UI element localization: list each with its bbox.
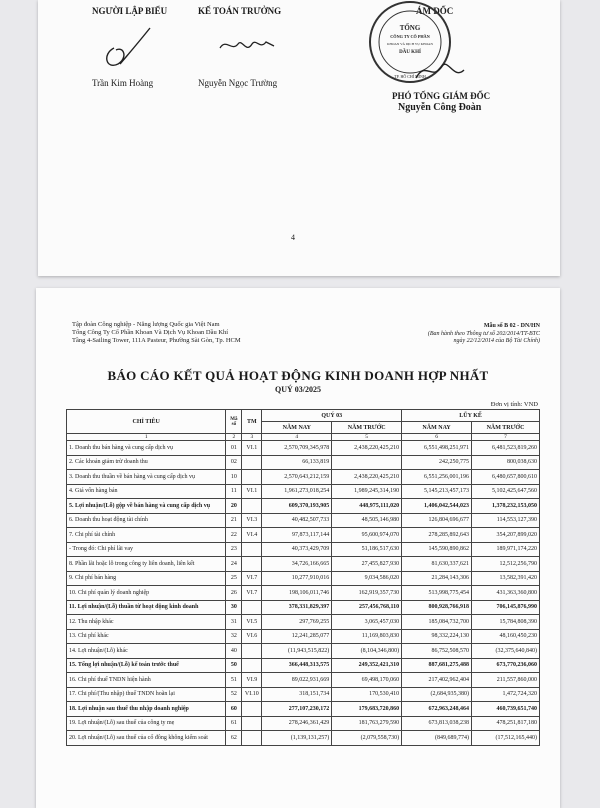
row-quarter-last-year: 448,975,111,020 — [332, 499, 402, 514]
row-indicator: 13. Chi phí khác — [67, 629, 226, 644]
row-ytd-last-year: 1,472,724,320 — [472, 687, 540, 702]
row-quarter-this-year: 97,873,117,144 — [262, 528, 332, 543]
row-note — [242, 644, 262, 659]
row-quarter-this-year: 366,448,313,575 — [262, 658, 332, 673]
row-note: VI.5 — [242, 615, 262, 630]
row-ytd-last-year: (17,512,165,440) — [472, 731, 540, 746]
row-note: VI.1 — [242, 441, 262, 456]
svg-text:TP. HỒ CHÍ MINH: TP. HỒ CHÍ MINH — [394, 74, 426, 79]
director-label: ÁM ĐỐC — [416, 6, 454, 16]
row-ytd-this-year: 887,681,275,488 — [402, 658, 472, 673]
table-row — [67, 499, 540, 514]
row-ytd-last-year: 800,038,630 — [472, 455, 540, 470]
row-quarter-last-year: 181,763,279,590 — [332, 716, 402, 731]
row-indicator: 20. Lợi nhuận/(Lỗ) sau thuế của cổ đông không kiểm soát — [67, 731, 226, 746]
table-row — [67, 571, 540, 586]
row-note — [242, 557, 262, 572]
row-ytd-last-year: 673,770,236,060 — [472, 658, 540, 673]
row-code: 01 — [226, 441, 242, 456]
row-quarter-last-year: 27,455,827,930 — [332, 557, 402, 572]
row-ytd-this-year: 86,752,508,570 — [402, 644, 472, 659]
table-row — [67, 702, 540, 717]
row-quarter-last-year: 162,919,357,730 — [332, 586, 402, 601]
row-note: VI.1 — [242, 484, 262, 499]
svg-text:CÔNG TY CỔ PHẦN: CÔNG TY CỔ PHẦN — [390, 34, 430, 39]
row-indicator: 6. Doanh thu hoạt động tài chính — [67, 513, 226, 528]
table-row — [67, 629, 540, 644]
row-quarter-this-year: (11,943,515,822) — [262, 644, 332, 659]
table-row — [67, 731, 540, 746]
row-quarter-this-year: 40,373,429,709 — [262, 542, 332, 557]
row-quarter-this-year: 89,022,931,669 — [262, 673, 332, 688]
row-quarter-this-year: 40,482,507,733 — [262, 513, 332, 528]
row-indicator: 8. Phần lãi hoặc lỗ trong công ty liên doanh, liên kết — [67, 557, 226, 572]
row-quarter-last-year: 1,989,245,314,190 — [332, 484, 402, 499]
row-quarter-last-year: (8,104,346,800) — [332, 644, 402, 659]
row-note — [242, 658, 262, 673]
table-row — [67, 557, 540, 572]
row-indicator: - Trong đó: Chi phí lãi vay — [67, 542, 226, 557]
row-indicator: 9. Chi phí bán hàng — [67, 571, 226, 586]
row-ytd-this-year: 21,284,143,306 — [402, 571, 472, 586]
row-ytd-last-year: 15,784,808,390 — [472, 615, 540, 630]
row-ytd-last-year: 6,481,523,819,260 — [472, 441, 540, 456]
form-reference: Mẫu số B 02 - DN/HN (Ban hành theo Thông tư số 202/2014/TT-BTC ngày 22/12/2014 của Bộ Tài Chính) — [427, 323, 540, 344]
row-quarter-this-year: 2,570,643,212,159 — [262, 470, 332, 485]
row-code: 21 — [226, 513, 242, 528]
row-indicator: 16. Chi phí thuế TNDN hiện hành — [67, 673, 226, 688]
row-code: 51 — [226, 673, 242, 688]
row-quarter-last-year: 2,438,220,425,210 — [332, 441, 402, 456]
row-indicator: 11. Lợi nhuận/(Lỗ) thuần từ hoạt động kinh doanh — [67, 600, 226, 615]
row-note — [242, 542, 262, 557]
page-number: 4 — [291, 233, 295, 242]
row-code: 24 — [226, 557, 242, 572]
row-quarter-this-year: 277,107,230,172 — [262, 702, 332, 717]
accountant-label: KẾ TOÁN TRƯỞNG — [198, 6, 282, 16]
company-header: Tập đoàn Công nghiệp - Năng lượng Quốc gia Việt Nam Tổng Công Ty Cổ Phần Khoan Và Dịch Vụ Khoan Dầu Khí Tầng 4-Sailing Tower, 111A Pasteur, Phường Sài Gòn, Tp. HCM — [72, 321, 241, 344]
col-quarter: QUÝ 03 — [262, 410, 402, 422]
row-quarter-last-year: 69,498,170,060 — [332, 673, 402, 688]
row-code: 50 — [226, 658, 242, 673]
svg-text:KHOAN VÀ DỊCH VỤ KHOAN: KHOAN VÀ DỊCH VỤ KHOAN — [387, 42, 433, 46]
row-indicator: 18. Lợi nhuận sau thuế thu nhập doanh nghiệp — [67, 702, 226, 717]
table-row — [67, 470, 540, 485]
row-code: 40 — [226, 644, 242, 659]
preparer-name: Trần Kim Hoàng — [92, 78, 154, 88]
col-ytd-this-year: NĂM NAY — [402, 422, 472, 434]
row-ytd-last-year: 1,378,232,153,050 — [472, 499, 540, 514]
row-code: 32 — [226, 629, 242, 644]
row-quarter-this-year: 318,151,734 — [262, 687, 332, 702]
row-ytd-last-year: 6,480,657,800,610 — [472, 470, 540, 485]
row-code: 52 — [226, 687, 242, 702]
row-quarter-last-year: 48,505,146,980 — [332, 513, 402, 528]
row-quarter-this-year: 10,277,910,016 — [262, 571, 332, 586]
row-quarter-last-year: 257,456,768,110 — [332, 600, 402, 615]
row-quarter-last-year: 3,065,457,030 — [332, 615, 402, 630]
row-quarter-this-year: 609,370,193,905 — [262, 499, 332, 514]
row-note — [242, 499, 262, 514]
row-note: VI.7 — [242, 586, 262, 601]
row-quarter-this-year: 278,246,361,429 — [262, 716, 332, 731]
table-row — [67, 716, 540, 731]
row-note: VI.9 — [242, 673, 262, 688]
row-note — [242, 455, 262, 470]
report-title: BÁO CÁO KẾT QUẢ HOẠT ĐỘNG KINH DOANH HỢP NHẤT — [107, 368, 489, 383]
row-quarter-last-year: 249,352,421,310 — [332, 658, 402, 673]
row-indicator: 5. Lợi nhuận/(Lỗ) gộp về bán hàng và cung cấp dịch vụ — [67, 499, 226, 514]
row-ytd-this-year: 1,406,042,544,023 — [402, 499, 472, 514]
row-ytd-this-year: 81,630,337,621 — [402, 557, 472, 572]
income-statement-table — [66, 409, 540, 746]
row-indicator: 15. Tổng lợi nhuận/(Lỗ) kế toán trước thuế — [67, 658, 226, 673]
row-ytd-this-year: 126,804,696,677 — [402, 513, 472, 528]
row-indicator: 4. Giá vốn hàng bán — [67, 484, 226, 499]
row-quarter-this-year: 2,570,709,345,978 — [262, 441, 332, 456]
row-ytd-last-year: 189,971,174,220 — [472, 542, 540, 557]
col-quarter-this-year: NĂM NAY — [262, 422, 332, 434]
row-ytd-last-year: 5,102,425,647,560 — [472, 484, 540, 499]
table-row — [67, 528, 540, 543]
row-ytd-this-year: 5,145,213,457,173 — [402, 484, 472, 499]
row-indicator: 1. Doanh thu bán hàng và cung cấp dịch vụ — [67, 441, 226, 456]
col-quarter-last-year: NĂM TRƯỚC — [332, 422, 402, 434]
row-ytd-this-year: 217,402,962,404 — [402, 673, 472, 688]
row-note — [242, 470, 262, 485]
row-quarter-last-year: 95,600,974,070 — [332, 528, 402, 543]
row-ytd-last-year: 13,582,391,420 — [472, 571, 540, 586]
col-ytd-last-year: NĂM TRƯỚC — [472, 422, 540, 434]
row-quarter-last-year: (2,079,558,730) — [332, 731, 402, 746]
row-ytd-last-year: 211,557,860,000 — [472, 673, 540, 688]
table-row — [67, 644, 540, 659]
row-ytd-this-year: 673,813,038,238 — [402, 716, 472, 731]
row-note: VI.10 — [242, 687, 262, 702]
deputy-director-name: Nguyễn Công Đoàn — [398, 102, 482, 113]
row-ytd-this-year: 513,998,775,454 — [402, 586, 472, 601]
table-row — [67, 455, 540, 470]
deputy-director-label: PHÓ TỔNG GIÁM ĐỐC — [392, 91, 491, 101]
row-quarter-this-year: 378,331,829,397 — [262, 600, 332, 615]
table-row — [67, 600, 540, 615]
accountant-name: Nguyễn Ngọc Trường — [198, 78, 278, 88]
row-note: VI.7 — [242, 571, 262, 586]
row-code: 62 — [226, 731, 242, 746]
row-ytd-last-year: 354,207,899,020 — [472, 528, 540, 543]
row-ytd-this-year: 145,590,890,862 — [402, 542, 472, 557]
row-quarter-last-year: 170,530,410 — [332, 687, 402, 702]
table-row — [67, 441, 540, 456]
row-note — [242, 600, 262, 615]
col-ytd: LŨY KẾ — [402, 410, 540, 422]
row-note — [242, 731, 262, 746]
row-ytd-this-year: 800,928,766,918 — [402, 600, 472, 615]
row-ytd-last-year: 460,739,651,740 — [472, 702, 540, 717]
row-quarter-this-year: 297,769,255 — [262, 615, 332, 630]
row-code: 22 — [226, 528, 242, 543]
table-row — [67, 586, 540, 601]
table-row — [67, 484, 540, 499]
row-ytd-last-year: 48,160,450,230 — [472, 629, 540, 644]
row-ytd-this-year: 242,250,775 — [402, 455, 472, 470]
row-ytd-this-year: (2,684,935,380) — [402, 687, 472, 702]
row-quarter-this-year: 34,726,166,665 — [262, 557, 332, 572]
row-code: 61 — [226, 716, 242, 731]
row-quarter-last-year: 2,438,220,425,210 — [332, 470, 402, 485]
row-quarter-last-year: 51,186,517,630 — [332, 542, 402, 557]
row-note: VI.6 — [242, 629, 262, 644]
row-quarter-last-year: 179,683,720,860 — [332, 702, 402, 717]
row-note — [242, 702, 262, 717]
col-code: Mã số — [226, 410, 242, 434]
row-ytd-last-year: (32,375,640,840) — [472, 644, 540, 659]
row-indicator: 19. Lợi nhuận/(Lỗ) sau thuế của công ty mẹ — [67, 716, 226, 731]
row-quarter-this-year: 66,133,819 — [262, 455, 332, 470]
preparer-signature — [98, 20, 168, 75]
row-ytd-this-year: 185,084,732,700 — [402, 615, 472, 630]
row-ytd-this-year: 98,332,224,130 — [402, 629, 472, 644]
row-code: 02 — [226, 455, 242, 470]
row-note: VI.4 — [242, 528, 262, 543]
row-indicator: 14. Lợi nhuận/(Lỗ) khác — [67, 644, 226, 659]
director-signature — [412, 56, 472, 86]
col-indicator: CHỈ TIÊU — [67, 410, 226, 434]
row-code: 20 — [226, 499, 242, 514]
svg-text:DẦU KHÍ: DẦU KHÍ — [399, 50, 421, 55]
row-ytd-last-year: 12,512,256,790 — [472, 557, 540, 572]
row-ytd-this-year: 278,285,892,643 — [402, 528, 472, 543]
row-ytd-last-year: 114,553,127,390 — [472, 513, 540, 528]
previous-page — [38, 0, 560, 276]
table-row — [67, 542, 540, 557]
row-note: VI.3 — [242, 513, 262, 528]
row-code: 31 — [226, 615, 242, 630]
col-note: TM — [242, 410, 262, 434]
row-ytd-last-year: 706,145,876,990 — [472, 600, 540, 615]
column-index-row: 1 2 3 4 5 6 7 — [67, 434, 540, 441]
row-ytd-this-year: 6,551,498,251,971 — [402, 441, 472, 456]
row-indicator: 3. Doanh thu thuần về bán hàng và cung cấp dịch vụ — [67, 470, 226, 485]
row-quarter-this-year: 1,961,273,018,254 — [262, 484, 332, 499]
row-indicator: 2. Các khoản giảm trừ doanh thu — [67, 455, 226, 470]
svg-text:TỔNG: TỔNG — [399, 24, 421, 32]
row-quarter-last-year — [332, 455, 402, 470]
row-note — [242, 716, 262, 731]
row-indicator: 12. Thu nhập khác — [67, 615, 226, 630]
accountant-signature — [216, 30, 286, 60]
row-ytd-this-year: 6,551,256,001,196 — [402, 470, 472, 485]
table-row — [67, 673, 540, 688]
row-code: 30 — [226, 600, 242, 615]
preparer-label: NGƯỜI LẬP BIỂU — [92, 6, 168, 16]
row-quarter-this-year: 12,241,285,077 — [262, 629, 332, 644]
row-ytd-this-year: 672,963,248,464 — [402, 702, 472, 717]
table-row — [67, 615, 540, 630]
table-row — [67, 658, 540, 673]
row-code: 10 — [226, 470, 242, 485]
row-code: 60 — [226, 702, 242, 717]
table-row — [67, 687, 540, 702]
form-number: Mẫu số B 02 - DN/HN — [483, 323, 540, 329]
row-quarter-last-year: 9,034,586,020 — [332, 571, 402, 586]
currency-unit: Đơn vị tính: VND — [490, 401, 538, 408]
row-quarter-this-year: (1,139,131,257) — [262, 731, 332, 746]
report-page — [36, 288, 560, 808]
row-ytd-last-year: 431,363,360,800 — [472, 586, 540, 601]
row-indicator: 7. Chi phí tài chính — [67, 528, 226, 543]
row-quarter-last-year: 11,169,803,830 — [332, 629, 402, 644]
row-quarter-this-year: 198,106,011,746 — [262, 586, 332, 601]
row-code: 26 — [226, 586, 242, 601]
row-code: 11 — [226, 484, 242, 499]
table-row — [67, 513, 540, 528]
row-ytd-last-year: 478,251,817,180 — [472, 716, 540, 731]
row-code: 23 — [226, 542, 242, 557]
row-indicator: 17. Chi phí/(Thu nhập) thuế TNDN hoãn lại — [67, 687, 226, 702]
row-indicator: 10. Chi phí quản lý doanh nghiệp — [67, 586, 226, 601]
row-code: 25 — [226, 571, 242, 586]
report-period: QUÝ 03/2025 — [275, 385, 321, 394]
row-ytd-this-year: (849,689,774) — [402, 731, 472, 746]
